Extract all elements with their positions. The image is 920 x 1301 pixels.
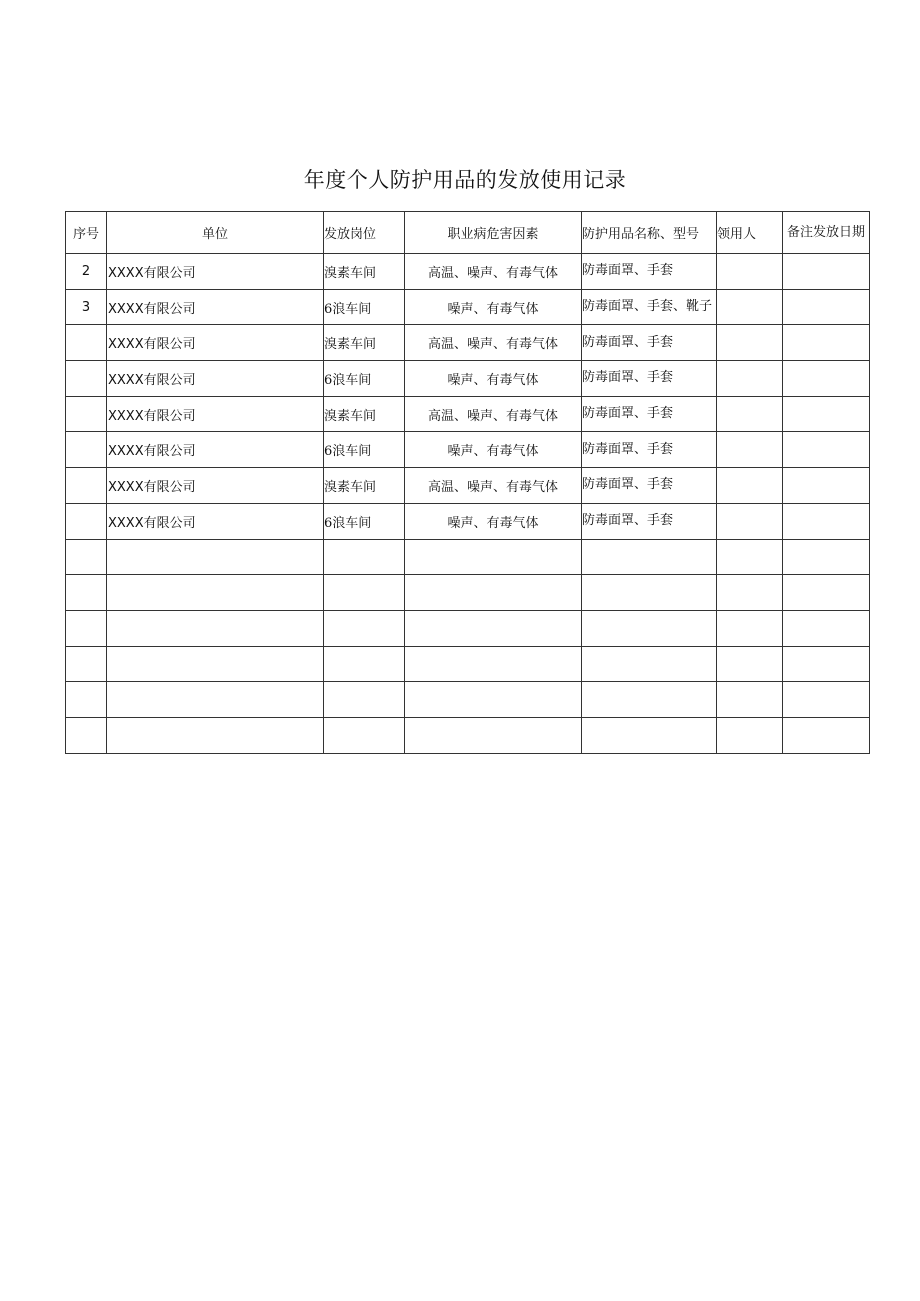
cell-equipment [582, 539, 717, 575]
cell-post: 6浪车间 [324, 503, 405, 539]
cell-index [66, 539, 107, 575]
table-row [66, 503, 870, 539]
cell-equipment: 防毒面罩、手套 [582, 254, 717, 290]
table-row [66, 468, 870, 504]
cell-hazard: 噪声、有毒气体 [405, 361, 582, 397]
cell-recipient [717, 361, 783, 397]
distribution-record-table [65, 211, 870, 754]
cell-unit: XXXX有限公司 [107, 432, 324, 468]
cell-equipment [582, 646, 717, 682]
cell-unit [107, 610, 324, 646]
cell-remark-date [783, 646, 870, 682]
cell-recipient [717, 289, 783, 325]
cell-hazard [405, 610, 582, 646]
cell-equipment [582, 717, 717, 753]
cell-hazard [405, 575, 582, 611]
cell-post [324, 646, 405, 682]
cell-remark-date [783, 254, 870, 290]
cell-remark-date [783, 503, 870, 539]
cell-unit [107, 682, 324, 718]
cell-equipment: 防毒面罩、手套 [582, 432, 717, 468]
cell-post [324, 717, 405, 753]
cell-index [66, 610, 107, 646]
header-equipment: 防护用品名称、型号 [582, 212, 717, 254]
cell-recipient [717, 539, 783, 575]
table-row [66, 610, 870, 646]
cell-index: 2 [66, 254, 107, 290]
cell-remark-date [783, 717, 870, 753]
cell-post: 溴素车间 [324, 396, 405, 432]
cell-unit: XXXX有限公司 [107, 468, 324, 504]
cell-hazard [405, 646, 582, 682]
table-row [66, 254, 870, 290]
cell-recipient [717, 254, 783, 290]
table-row [66, 289, 870, 325]
table-row [66, 361, 870, 397]
cell-equipment: 防毒面罩、手套 [582, 468, 717, 504]
table-row [66, 396, 870, 432]
cell-equipment: 防毒面罩、手套 [582, 396, 717, 432]
cell-equipment: 防毒面罩、手套 [582, 361, 717, 397]
table-row [66, 575, 870, 611]
cell-unit: XXXX有限公司 [107, 325, 324, 361]
cell-index [66, 717, 107, 753]
cell-remark-date [783, 361, 870, 397]
table-row [66, 682, 870, 718]
cell-post [324, 682, 405, 718]
cell-unit [107, 575, 324, 611]
table-row [66, 646, 870, 682]
cell-post [324, 575, 405, 611]
cell-hazard: 噪声、有毒气体 [405, 432, 582, 468]
cell-recipient [717, 396, 783, 432]
cell-index [66, 503, 107, 539]
cell-remark-date [783, 682, 870, 718]
header-hazard: 职业病危害因素 [405, 212, 582, 254]
cell-remark-date [783, 539, 870, 575]
cell-equipment: 防毒面罩、手套、靴子 [582, 289, 717, 325]
cell-unit [107, 646, 324, 682]
cell-unit: XXXX有限公司 [107, 361, 324, 397]
header-remark-date: 备注发放日期 [783, 212, 870, 254]
cell-post [324, 610, 405, 646]
cell-post: 6浪车间 [324, 289, 405, 325]
cell-hazard: 高温、噪声、有毒气体 [405, 254, 582, 290]
cell-index: 3 [66, 289, 107, 325]
cell-index [66, 575, 107, 611]
cell-index [66, 396, 107, 432]
cell-recipient [717, 575, 783, 611]
cell-hazard: 噪声、有毒气体 [405, 289, 582, 325]
table-row [66, 539, 870, 575]
cell-post: 6浪车间 [324, 432, 405, 468]
cell-recipient [717, 646, 783, 682]
cell-remark-date [783, 396, 870, 432]
cell-recipient [717, 468, 783, 504]
cell-index [66, 325, 107, 361]
cell-remark-date [783, 468, 870, 504]
cell-unit [107, 539, 324, 575]
page-title: 年度个人防护用品的发放使用记录 [303, 168, 627, 192]
cell-index [66, 682, 107, 718]
cell-hazard: 高温、噪声、有毒气体 [405, 396, 582, 432]
cell-recipient [717, 325, 783, 361]
cell-index [66, 646, 107, 682]
cell-hazard [405, 682, 582, 718]
cell-remark-date [783, 289, 870, 325]
cell-recipient [717, 682, 783, 718]
cell-equipment: 防毒面罩、手套 [582, 325, 717, 361]
cell-equipment [582, 682, 717, 718]
table-header-row [66, 212, 870, 254]
cell-unit: XXXX有限公司 [107, 254, 324, 290]
cell-unit: XXXX有限公司 [107, 396, 324, 432]
cell-post: 溴素车间 [324, 325, 405, 361]
cell-hazard [405, 717, 582, 753]
header-index: 序号 [66, 212, 107, 254]
table-row [66, 717, 870, 753]
cell-hazard: 噪声、有毒气体 [405, 503, 582, 539]
cell-recipient [717, 432, 783, 468]
cell-post: 6浪车间 [324, 361, 405, 397]
cell-hazard: 高温、噪声、有毒气体 [405, 325, 582, 361]
header-post: 发放岗位 [324, 212, 405, 254]
cell-recipient [717, 610, 783, 646]
cell-unit: XXXX有限公司 [107, 503, 324, 539]
cell-index [66, 361, 107, 397]
cell-remark-date [783, 432, 870, 468]
cell-remark-date [783, 575, 870, 611]
cell-remark-date [783, 610, 870, 646]
cell-equipment: 防毒面罩、手套 [582, 503, 717, 539]
cell-post: 溴素车间 [324, 254, 405, 290]
header-unit: 单位 [107, 212, 324, 254]
cell-post [324, 539, 405, 575]
cell-remark-date [783, 325, 870, 361]
table-body [66, 254, 870, 754]
cell-equipment [582, 575, 717, 611]
cell-index [66, 432, 107, 468]
cell-equipment [582, 610, 717, 646]
cell-recipient [717, 717, 783, 753]
cell-index [66, 468, 107, 504]
table-row [66, 325, 870, 361]
table-row [66, 432, 870, 468]
cell-unit [107, 717, 324, 753]
cell-recipient [717, 503, 783, 539]
header-recipient: 领用人 [717, 212, 783, 254]
cell-hazard: 高温、噪声、有毒气体 [405, 468, 582, 504]
cell-unit: XXXX有限公司 [107, 289, 324, 325]
cell-post: 溴素车间 [324, 468, 405, 504]
cell-hazard [405, 539, 582, 575]
